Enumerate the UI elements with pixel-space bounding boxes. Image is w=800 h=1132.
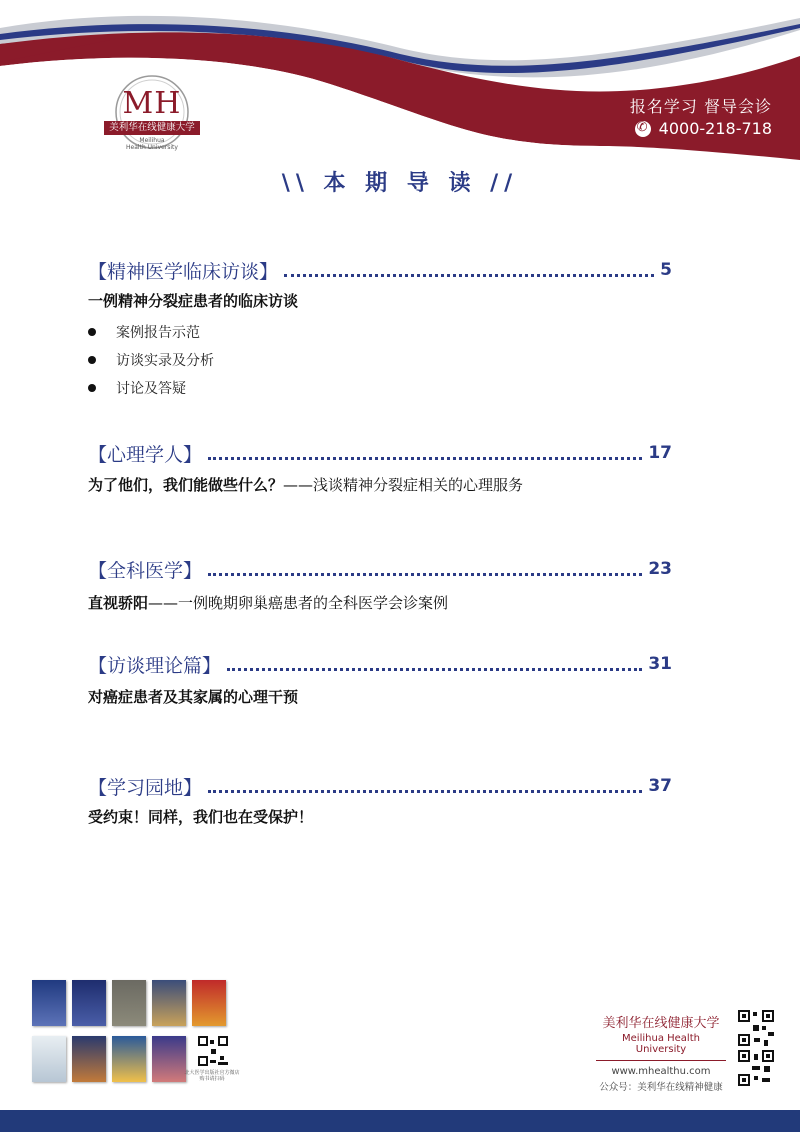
toc-entry-learning-garden[interactable] — [88, 772, 672, 800]
toc-entry-general-medicine[interactable] — [88, 555, 672, 583]
subtitle-bold: 直视骄阳 — [88, 594, 149, 612]
subtitle-light: ——浅谈精神分裂症相关的心理服务 — [283, 476, 524, 494]
leader-dots — [208, 457, 642, 460]
section-subtitle — [88, 474, 523, 495]
list-item-label: 案例报告示范 — [116, 325, 200, 341]
header-phone — [635, 119, 772, 138]
list-item-label: 讨论及答疑 — [116, 381, 186, 397]
page-number: 31 — [648, 654, 672, 674]
section-subtitle — [88, 290, 298, 311]
subtitle-light: ——一例晚期卵巢癌患者的全科医学会诊案例 — [148, 594, 449, 612]
list-item — [88, 378, 186, 398]
book-cover — [72, 1036, 106, 1082]
page-number: 5 — [660, 260, 672, 280]
section-title: 【访谈理论篇】 — [88, 654, 222, 677]
section-title: 【心理学人】 — [88, 443, 203, 466]
qr-caption-line1: 北大医学出版社官方微店 — [184, 1070, 240, 1076]
footer-brand — [596, 1012, 726, 1093]
list-item — [88, 322, 200, 342]
section-title: 【学习园地】 — [88, 776, 203, 799]
book-cover — [152, 1036, 186, 1082]
section-subtitle — [88, 686, 298, 707]
logo-english-line1: Meilihua — [139, 137, 165, 144]
toc-entry-psychiatry[interactable] — [88, 256, 672, 284]
logo-ribbon: 美利华在线健康大学 — [104, 121, 200, 135]
subtitle-text: 对癌症患者及其家属的心理干预 — [88, 688, 299, 706]
bullet-icon — [88, 356, 96, 364]
book-cover — [32, 980, 66, 1026]
subtitle-bold: 为了他们，我们能做些什么？ — [88, 476, 284, 494]
qr-caption — [182, 1070, 242, 1082]
page-title: \\ 本 期 导 读 // — [281, 171, 519, 196]
qr-caption-line2: 购书请扫码 — [199, 1076, 225, 1082]
bullet-icon — [88, 328, 96, 336]
page-number: 17 — [648, 443, 672, 463]
footer-bar — [0, 1110, 800, 1132]
section-subtitle — [88, 806, 313, 827]
wechat-account: 公众号：美利华在线精神健康 — [599, 1082, 723, 1093]
divider — [596, 1060, 726, 1061]
list-item — [88, 350, 214, 370]
university-logo — [102, 72, 202, 156]
page-number: 23 — [648, 559, 672, 579]
logo-mark: MH — [122, 86, 182, 121]
bullet-icon — [88, 384, 96, 392]
leader-dots — [208, 573, 642, 576]
website-link[interactable]: www.mhealthu.com — [611, 1066, 711, 1077]
section-subtitle — [88, 592, 448, 613]
toc-entry-psychology[interactable] — [88, 439, 672, 467]
shop-qr-code — [198, 1036, 228, 1066]
book-cover — [112, 1036, 146, 1082]
phone-icon — [635, 121, 651, 137]
leader-dots — [208, 790, 642, 793]
toc-entry-interview-theory[interactable] — [88, 650, 672, 678]
section-title: 【精神医学临床访谈】 — [88, 260, 279, 283]
book-cover — [152, 980, 186, 1026]
section-title: 【全科医学】 — [88, 559, 203, 582]
logo-english-line2: Health University — [126, 144, 178, 151]
qr-code — [738, 1050, 774, 1086]
brand-name-cn: 美利华在线健康大学 — [602, 1016, 720, 1031]
brand-name-en: Meilihua Health University — [622, 1033, 700, 1055]
book-cover — [112, 980, 146, 1026]
logo-english — [102, 137, 202, 151]
phone-number: 4000-218-718 — [658, 119, 772, 138]
leader-dots — [284, 274, 654, 277]
subtitle-text: 一例精神分裂症患者的临床访谈 — [88, 292, 299, 310]
book-cover — [192, 980, 226, 1026]
leader-dots — [227, 668, 642, 671]
book-cover — [32, 1036, 66, 1082]
header-slogan: 报名学习 督导会诊 — [629, 97, 772, 116]
page-number: 37 — [648, 776, 672, 796]
book-covers — [32, 980, 240, 1090]
qr-code — [738, 1010, 774, 1046]
book-cover — [72, 980, 106, 1026]
list-item-label: 访谈实录及分析 — [116, 353, 214, 369]
subtitle-text: 受约束！同样，我们也在受保护！ — [88, 808, 314, 826]
